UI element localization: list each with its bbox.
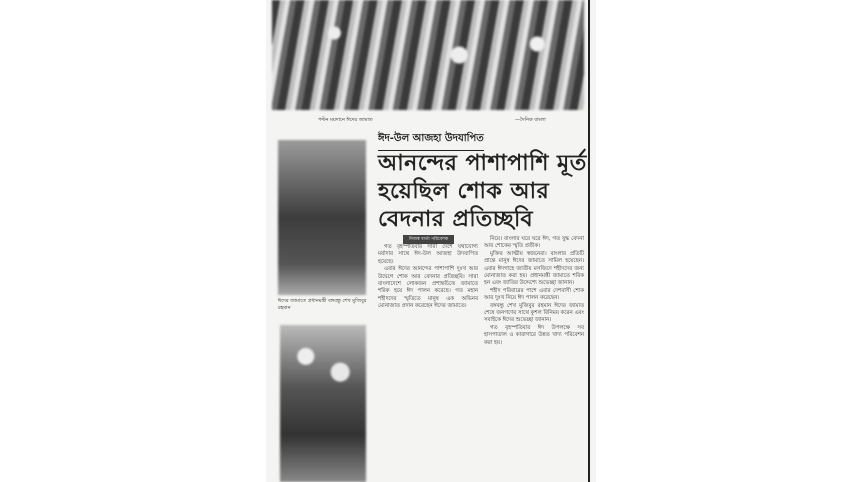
paragraph: গত বৃহস্পতিবার ঈদ উপলক্ষে সব হাসপাতাল ও কারাগারে উন্নত খাদ্য পরিবেশন করা হয়। [484, 324, 584, 346]
headline: আনন্দের পাশাপাশি মূর্ত হয়েছিল শোক আর বেদনার প্রতিচ্ছবি [378, 151, 587, 232]
article-column-1 [378, 244, 478, 311]
paragraph: বঙ্গবন্ধু শেখ মুজিবুর রহমান ঈদের জামাত শেষে জনগণের সাথে কুশল বিনিময় করেন এবং সবাইকে ঈদের শুভেচ্ছা জানান। [484, 302, 584, 324]
kicker: ঈদ-উল আজহা উদযাপিত [378, 131, 484, 151]
paragraph: এবার ঈদের আনন্দের পাশাপাশি দুঃখ আর উদ্বেগে শোক আর বেদনার প্রতিচ্ছবি। সারা বাংলাদেশে লোকজন প্রশান্তচিত্তে জামাতে শরিক হয়ে ঈদ পালন করেছে। গত মহান শহীদদের স্মৃতিতে মানুষ এক অভিনব মোনাজাত প্রদান করেছেন ঈদের জামাতে। [378, 266, 478, 310]
side-photo-caption: ঈদের জামাতে প্রধানমন্ত্রী বঙ্গবন্ধু শেখ মুজিবুর রহমান [278, 298, 367, 311]
reporter-tag: নিজস্ব বার্তা পরিবেশক [403, 235, 454, 244]
paragraph: গত বৃহস্পতিবার সারা দেশে যথাযোগ্য মর্যাদার সাথে ঈদ-উল আজহা উদযাপিত হয়েছে। [378, 244, 478, 265]
top-photo-credit: —দৈনিক বাংলা [515, 117, 546, 123]
paragraph: মুক্তির আত্মীয় স্বজনেরা। বাংলার প্রতিটি প্রান্তে মানুষ ঈদের জামাতে সামিল হয়েছেন। এবার ঈদগাহে জাতীয় মসজিদে শহীদদের জন্য মোনাজাত করা হয়। প্রধানমন্ত্রী জামাতে শরিক হন এবং জাতির উদ্দেশ্যে শুভেচ্ছা জানান। [484, 250, 584, 287]
column-rule [588, 0, 590, 482]
top-photo-caption: পল্টন ময়দানে ঈদের জামাত [318, 117, 373, 123]
paragraph: নিয়ে। বাংলার ঘরে ঘরে ঈদ, গত যুদ্ধ বেদনা আর শোকের স্মৃতি প্রতীক। [484, 236, 584, 250]
paragraph: শহীদ পরিবারের পাশে এবার দেশবাসী শোক আর দুঃখ নিয়ে ঈদ পালন করেছেন। [484, 287, 584, 302]
article-column-2 [484, 236, 584, 347]
top-photo-prayer-congregation [272, 0, 584, 110]
side-photo-crowd [280, 325, 366, 482]
side-photo-prime-minister [278, 140, 366, 295]
